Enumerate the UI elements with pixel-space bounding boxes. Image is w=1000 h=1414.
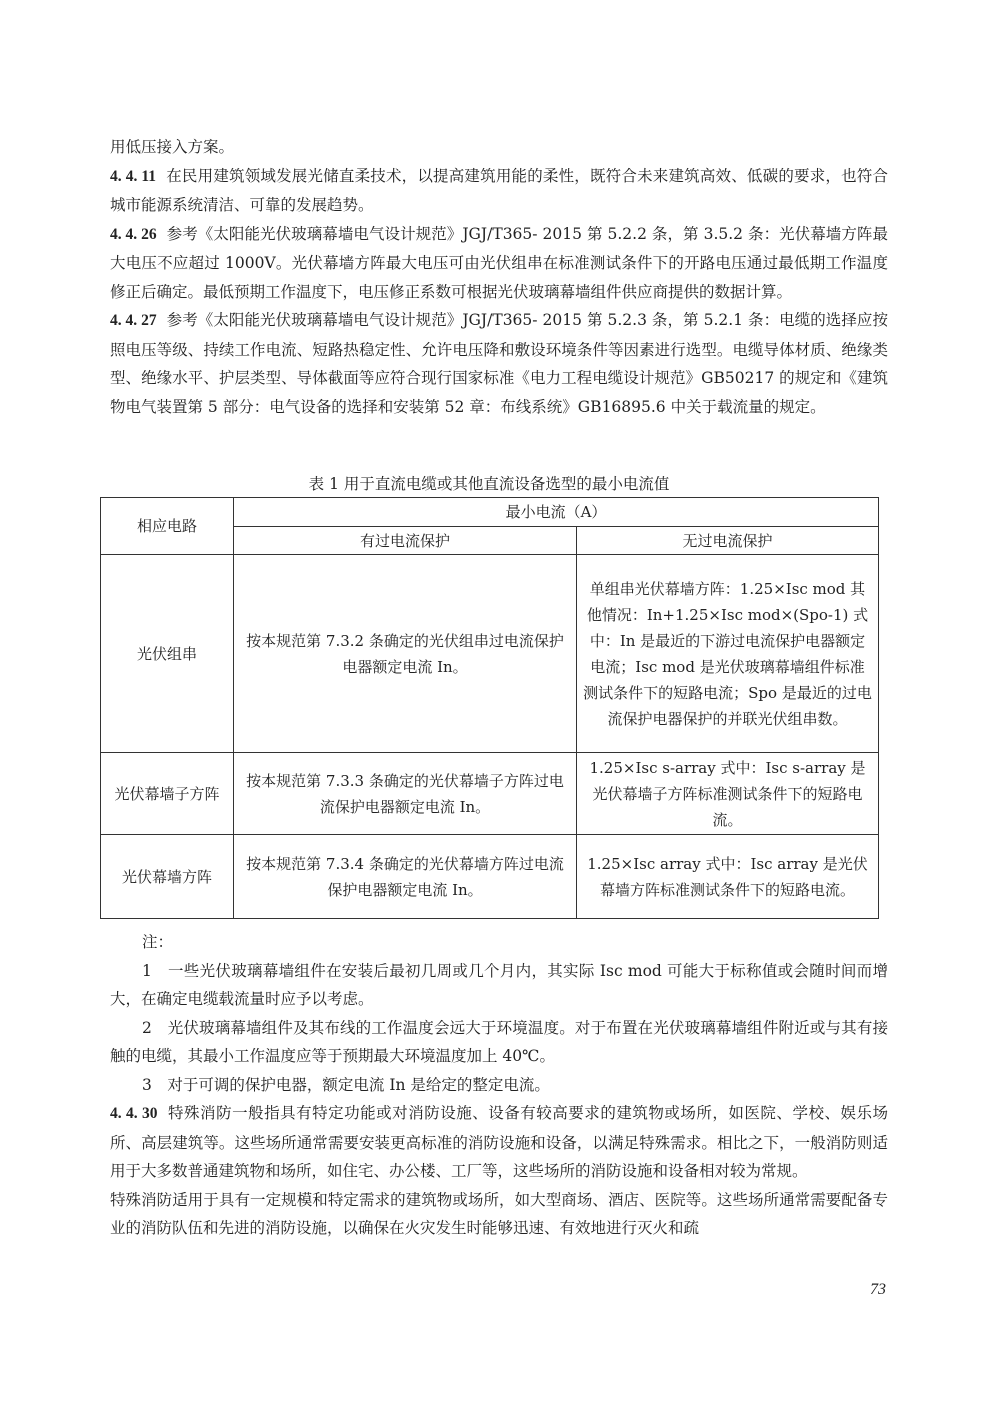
row-without-protection: 单组串光伏幕墙方阵：1.25×Isc mod 其他情况：In+1.25×Isc mod×(Spo-1) 式中：In 是最近的下游过电流保护电器额定电流；Isc mod 是光伏玻璃幕墙组件标准测试条件下的短路电流；Spo 是最近的过电流保护电器保护的并联光伏组串数。 bbox=[577, 555, 879, 753]
header-min-current: 最小电流（A） bbox=[234, 498, 879, 527]
table-row bbox=[101, 835, 879, 919]
clause-text: 在民用建筑领域发展光储直柔技术，以提高建筑用能的柔性，既符合未来建筑高效、低碳的要求，也符合城市能源系统清洁、可靠的发展趋势。 bbox=[110, 166, 888, 214]
clause-text: 参考《太阳能光伏玻璃幕墙电气设计规范》JGJ/T365- 2015 第 5.2.2 条，第 3.5.2 条：光伏幕墙方阵最大电压不应超过 1000V。光伏幕墙方阵最大电压可由光伏组串在标准测试条件下的开路电压通过最低期工作温度修正后确定。最低预期工作温度下，电压修正系数可根据光伏玻璃幕墙组件供应商提供的数据计算。 bbox=[110, 224, 888, 301]
clause-number: 4. 4. 11 bbox=[110, 167, 157, 185]
row-circuit: 光伏幕墙方阵 bbox=[101, 835, 234, 919]
clause-text: 特殊消防一般指具有特定功能或对消防设施、设备有较高要求的建筑物或场所，如医院、学校、娱乐场所、高层建筑等。这些场所通常需要安装更高标准的消防设施和设备，以满足特殊需求。相比之下，一般消防则适用于大多数普通建筑物和场所，如住宅、办公楼、工厂等，这些场所的消防设施和设备相对较为常规。 bbox=[110, 1104, 888, 1180]
note-item bbox=[110, 957, 888, 1014]
table-caption: 表 1 用于直流电缆或其他直流设备选型的最小电流值 bbox=[308, 475, 670, 493]
table-row bbox=[101, 753, 879, 835]
note-number: 3 bbox=[142, 1075, 152, 1094]
header-with-protection: 有过电流保护 bbox=[234, 527, 577, 555]
note-number: 2 bbox=[142, 1018, 152, 1037]
page-number: 73 bbox=[870, 1281, 886, 1298]
row-with-protection: 按本规范第 7.3.3 条确定的光伏幕墙子方阵过电流保护电器额定电流 In。 bbox=[234, 753, 577, 835]
note-item bbox=[110, 1014, 888, 1071]
row-with-protection: 按本规范第 7.3.2 条确定的光伏组串过电流保护电器额定电流 In。 bbox=[234, 555, 577, 753]
body-text-top bbox=[110, 133, 888, 421]
current-table bbox=[100, 497, 879, 919]
note-item bbox=[110, 1071, 888, 1100]
final-paragraph: 特殊消防适用于具有一定规模和特定需求的建筑物或场所，如大型商场、酒店、医院等。这些场所通常需要配备专业的消防队伍和先进的消防设施，以确保在火灾发生时能够迅速、有效地进行灭火和疏 bbox=[110, 1190, 888, 1237]
clause-number: 4. 4. 30 bbox=[110, 1105, 158, 1122]
row-without-protection: 1.25×Isc s-array 式中：Isc s-array 是光伏幕墙子方阵标准测试条件下的短路电流。 bbox=[577, 753, 879, 835]
clause-4-4-26 bbox=[110, 220, 888, 307]
body-text-bottom bbox=[110, 928, 888, 1243]
clause-4-4-30 bbox=[110, 1099, 888, 1186]
row-circuit: 光伏组串 bbox=[101, 555, 234, 753]
clause-number: 4. 4. 27 bbox=[110, 312, 157, 329]
note-text: 光伏玻璃幕墙组件及其布线的工作温度会远大于环境温度。对于布置在光伏玻璃幕墙组件附近或与其有接触的电缆，其最小工作温度应等于预期最大环境温度加上 40℃。 bbox=[110, 1018, 888, 1065]
header-circuit: 相应电路 bbox=[101, 498, 234, 555]
row-without-protection: 1.25×Isc array 式中：Isc array 是光伏幕墙方阵标准测试条件下的短路电流。 bbox=[577, 835, 879, 919]
note-text: 一些光伏玻璃幕墙组件在安装后最初几周或几个月内，其实际 Isc mod 可能大于标称值或会随时间而增大，在确定电缆载流量时应予以考虑。 bbox=[110, 961, 888, 1008]
clause-4-4-27 bbox=[110, 306, 888, 421]
note-text: 对于可调的保护电器，额定电流 In 是给定的整定电流。 bbox=[167, 1075, 550, 1094]
row-with-protection: 按本规范第 7.3.4 条确定的光伏幕墙方阵过电流保护电器额定电流 In。 bbox=[234, 835, 577, 919]
table-row bbox=[101, 555, 879, 753]
clause-text: 参考《太阳能光伏玻璃幕墙电气设计规范》JGJ/T365- 2015 第 5.2.3 条，第 5.2.1 条：电缆的选择应按照电压等级、持续工作电流、短路热稳定性、允许电压降和敷设环境条件等因素进行选型。电缆导体材质、绝缘类型、绝缘水平、护层类型、导体截面等应符合现行国家标准《电力工程电缆设计规范》GB50217 的规定和《建筑物电气装置第 5 部分：电气设备的选择和安装第 52 章：布线系统》GB16895.6 中关于载流量的规定。 bbox=[110, 311, 888, 416]
notes-label: 注： bbox=[142, 933, 174, 951]
clause-4-4-11 bbox=[110, 162, 888, 220]
paragraph-continuation: 用低压接入方案。 bbox=[110, 138, 235, 156]
header-without-protection: 无过电流保护 bbox=[577, 527, 879, 555]
row-circuit: 光伏幕墙子方阵 bbox=[101, 753, 234, 835]
clause-number: 4. 4. 26 bbox=[110, 225, 157, 243]
note-number: 1 bbox=[142, 961, 152, 980]
